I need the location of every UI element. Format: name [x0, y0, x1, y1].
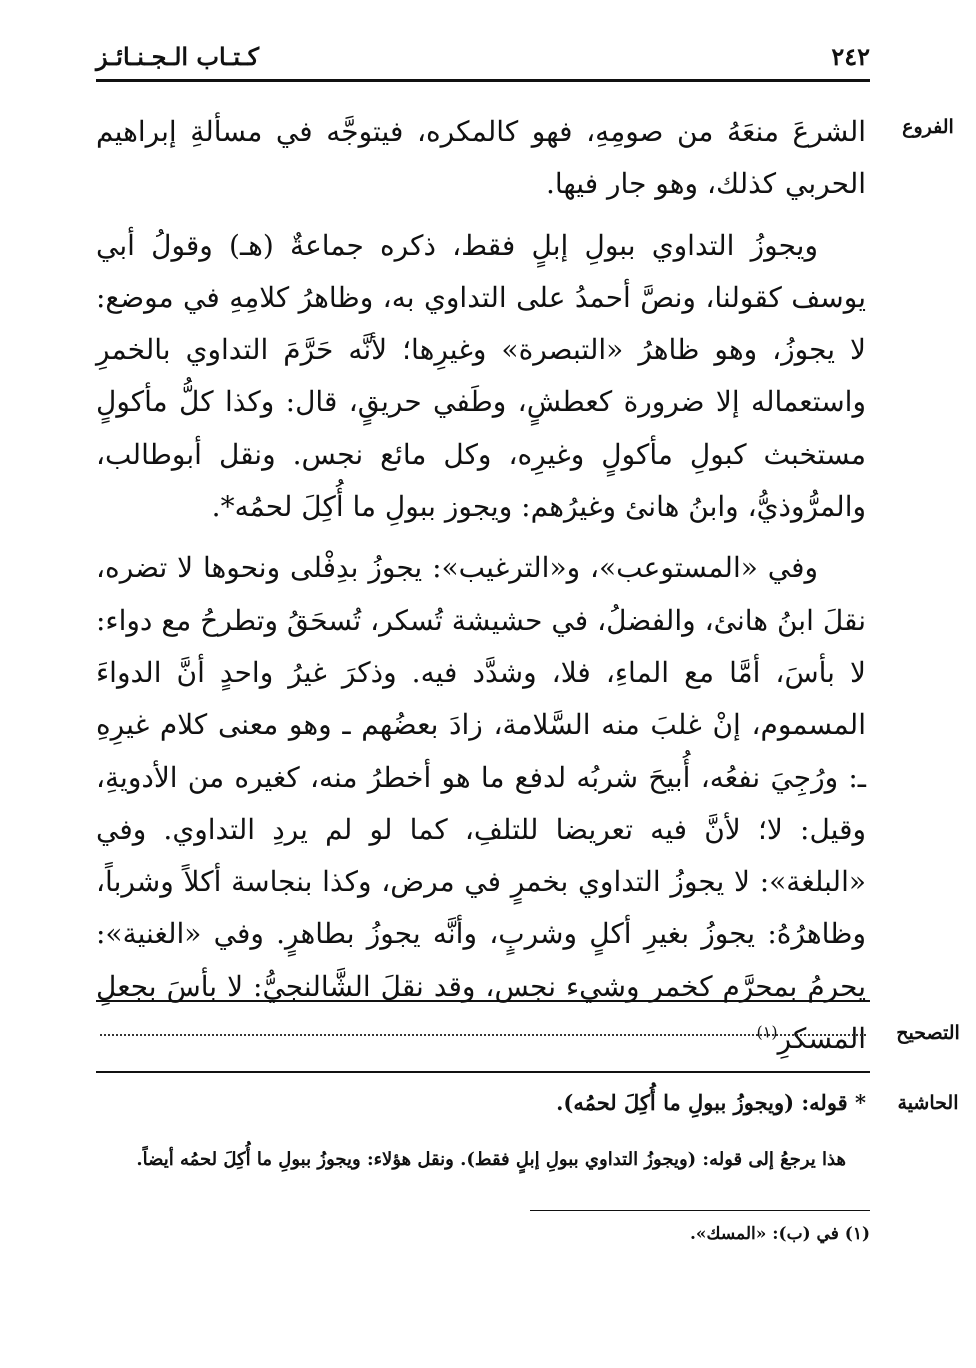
footnote: (١) في (ب): «المسك».: [689, 1224, 870, 1244]
paragraph-2: ويجوزُ التداوي ببولِ إبلٍ فقط، ذكره جماعةٌ (هـ) وقولُ أبي يوسف كقولنا، ونصَّ أحمدُ على التداوي به، وظاهرُ كلامِهِ في موضع: لا يجوزُ، وهو ظاهرُ «التبصرة» وغيرِها؛ لأنَّه حَرَّمَ التداوي بالخمرِ واستعماله إلا ضرورة كعطشٍ، وطَفي حريقٍ، قال: وكذا كلُّ مأكولٍ مستخبث كبولِ مأكولٍ وغيرِه، وكل مائع نجس. ونقل أبوطالب، والمرُّوذيُّ، وابنُ هانئ وغيرُهم: ويجوز ببولِ ما أُكِلَ لحمُه*.: [96, 228, 867, 524]
tashih-dotted-line: [100, 1034, 866, 1036]
main-text: [96, 106, 866, 1065]
paragraph-1: الشرعَ منعَهُ من صومِهِ، فهو كالمكره، فيتوجَّه في مسألةِ إبراهيم الحربي كذلك، وهو جار فيها.: [96, 115, 866, 201]
paragraph-3-text: وفي «المستوعب»، و«الترغيب»: يجوزُ بدِفْلى ونحوها لا تضره، نقلَ ابنُ هانئ، والفضلُ، في حشيشة تُسكر، تُسحَقُ وتطرحُ مع دواء: لا بأسَ، أمَّا مع الماءِ، فلا، وشدَّد فيه. وذكرَ غيرُ واحدٍ أنَّ الدواءَ المسموم، إنْ غلبَ منه السَّلامة، زادَ بعضُهم ـ وهو معنى كلام غيرِهِ ـ: ورُجِيَ نفعُه، أُبيحَ شربُه لدفع ما هو أخطرُ منه، كغيره من الأدويةِ، وقيل: لا؛ لأنَّ فيه تعريضا للتلفِ، كما لو لم يردِ التداوي. وفي «البلغة»: لا يجوزُ التداوي بخمرٍ في مرض، وكذا بنجاسة أكلاً وشرباً، وظاهرُهُ: يجوزُ بغيرِ أكلٍ وشربٍ، وأنَّه يجوزُ بطاهرٍ. وفي «الغنية»: يحرمُ بمحرَّم كخمر وشيء نجس، وقد نقلَ الشَّالنجيُّ: لا بأسَ بجعلِ المسكرِ: [96, 551, 866, 1056]
header-rule: [96, 79, 870, 82]
tashih-bottom-rule: [96, 1071, 870, 1073]
hashiya-text: هذا يرجعُ إلى قوله: (ويجوزُ التداوي ببولِ إبلٍ فقط). ونقل هؤلاء: ويجوزُ ببولِ ما أُكِلَ لحمُه أيضاً.: [136, 1149, 846, 1170]
hashiya-heading: * قوله: (ويجوزُ ببولِ ما أُكِلَ لحمُه).: [556, 1090, 866, 1115]
side-label-furu: الفروع: [902, 116, 954, 138]
tashih-top-rule: [96, 1000, 870, 1002]
footnote-mark: (١): [756, 1022, 778, 1042]
side-label-hashiya: الحاشية: [897, 1092, 959, 1114]
page-header: [96, 36, 870, 76]
page-number: ٢٤٢: [831, 42, 870, 71]
running-title: كـتـاب الـجـنـائـز: [96, 42, 260, 71]
paragraph-3: [96, 542, 866, 1065]
footnote-rule: [530, 1210, 870, 1211]
side-label-tashih: التصحيح: [896, 1022, 960, 1044]
